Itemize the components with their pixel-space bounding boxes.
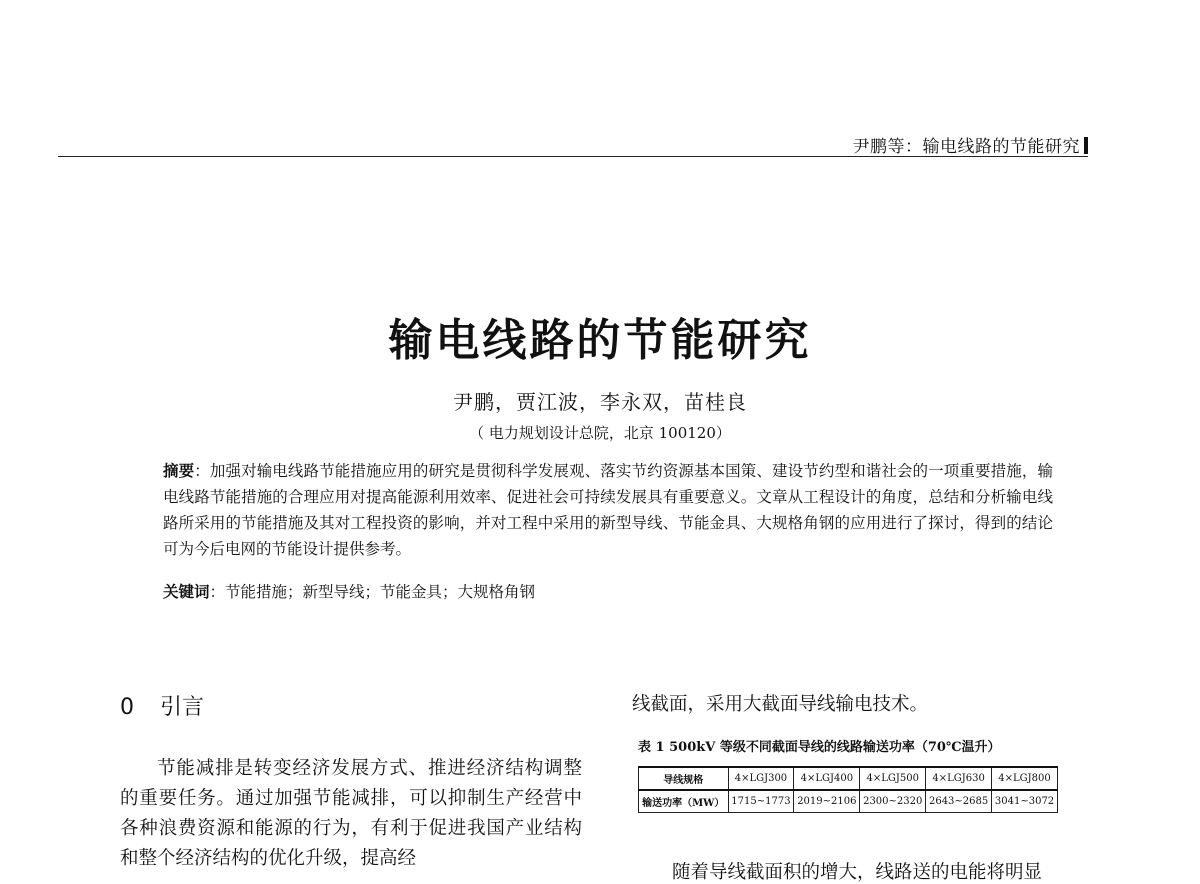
table-header-row — [639, 767, 1058, 790]
paper-title: 输电线路的节能研究 — [388, 315, 812, 366]
table-row-label: 输送功率（MW） — [639, 790, 729, 813]
running-head-bar — [1084, 137, 1088, 154]
header-rule — [58, 156, 1088, 157]
table-caption: 表 1 500kV 等级不同截面导线的线路输送功率（70℃温升） — [638, 740, 1001, 755]
table-cell: 2019~2106 — [794, 790, 860, 813]
section-heading — [120, 690, 204, 721]
table-row — [639, 790, 1058, 813]
power-table — [638, 766, 1058, 813]
keywords — [163, 580, 1053, 602]
table-cell: 1715~1773 — [728, 790, 794, 813]
table-cell: 2300~2320 — [860, 790, 926, 813]
section-number: 0 — [120, 695, 134, 720]
table-cell: 2643~2685 — [926, 790, 992, 813]
intro-paragraph: 节能减排是转变经济发展方式、推进经济结构调整的重要任务。通过加强节能减排，可以抑制生产经营中各种浪费资源和能源的行为，有利于促进我国产业结构和整个经济结构的优化升级，提高经 — [120, 758, 582, 869]
running-head-text: 尹鹏等：输电线路的节能研究 — [852, 137, 1080, 157]
keywords-text: ：节能措施；新型导线；节能金具；大规格角钢 — [209, 583, 536, 601]
abstract — [163, 458, 1053, 562]
authors: 尹鹏，贾江波，李永双，苗桂良 — [453, 390, 747, 414]
table-cell: 3041~3072 — [992, 790, 1058, 813]
section-title: 引言 — [160, 695, 205, 720]
abstract-text: ：加强对输电线路节能措施应用的研究是贯彻科学发展观、落实节约资源基本国策、建设节约型和谐社会的一项重要措施，输电线路节能措施的合理应用对提高能源利用效率、促进社会可持续发展具有重要意义。文章从工程设计的角度，总结和分析输电线路所采用的节能措施及其对工程投资的影响，并对工程中采用的新型导线、节能金具、大规格角钢的应用进行了探讨，得到的结论可为今后电网的节能设计提供参考。 — [163, 462, 1053, 558]
right-column-continuation: 随着导线截面积的增大，线路送的电能将明显 — [672, 862, 1043, 883]
table-header-cell: 4×LGJ630 — [926, 767, 992, 790]
table-header-cell: 4×LGJ800 — [992, 767, 1058, 790]
abstract-label: 摘要 — [163, 462, 195, 480]
running-head — [853, 132, 1089, 157]
table-header-cell: 导线规格 — [639, 767, 729, 790]
table-header-cell: 4×LGJ400 — [794, 767, 860, 790]
keywords-label: 关键词 — [163, 583, 210, 601]
table-header-cell: 4×LGJ300 — [728, 767, 794, 790]
affiliation: （ 电力规划设计总院，北京 100120） — [469, 424, 731, 442]
right-column-text: 线截面，采用大截面导线输电技术。 — [632, 694, 929, 715]
left-column — [120, 754, 582, 874]
table-header-cell: 4×LGJ500 — [860, 767, 926, 790]
